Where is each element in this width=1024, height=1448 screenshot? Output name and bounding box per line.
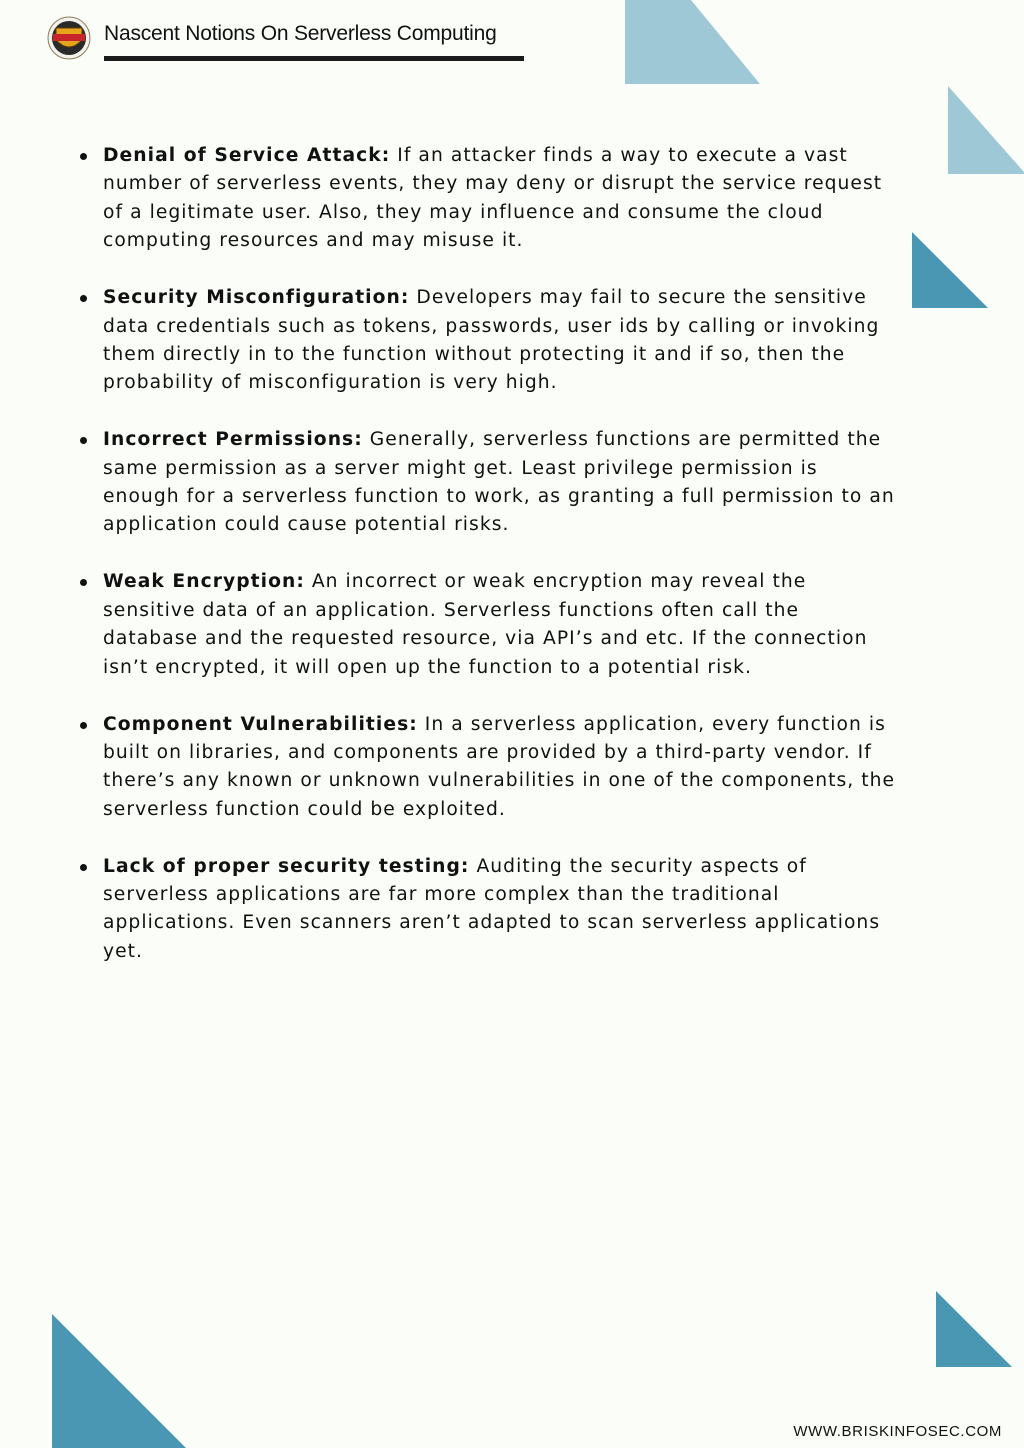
- item-term: Security Misconfiguration:: [103, 287, 410, 309]
- item-text: Generally, serverless functions are permitted the same permission as a server might get. Least privilege permission is enough for a serverless function to work, as granting a full permission to an application could cause potential risks.: [103, 429, 895, 536]
- decor-triangle-top-center: [625, 0, 760, 84]
- item-term: Denial of Service Attack:: [103, 145, 391, 166]
- bullet-icon: [80, 579, 87, 586]
- list-item: [80, 853, 900, 967]
- item-text: Developers may fail to secure the sensitive data credentials such as tokens, passwords, user ids by calling or invoking them directly in to the function without protecting it and if so, then the probability of misconfiguration is very high.: [103, 287, 880, 394]
- bullet-icon: [80, 153, 87, 160]
- list-item: [80, 142, 900, 256]
- item-term: Lack of proper security testing:: [103, 855, 470, 877]
- item-term: Weak Encryption:: [103, 571, 305, 593]
- decor-triangle-right-upper: [948, 86, 1024, 174]
- bullet-icon: [80, 295, 87, 302]
- item-text: An incorrect or weak encryption may reveal the sensitive data of an application. Serverless functions often call the database and the requested resource, via API’s and etc. If the connection isn’t encrypted, it will open up the function to a potential risk.: [103, 571, 868, 678]
- list-item: [80, 284, 900, 398]
- item-text: If an attacker finds a way to execute a vast number of serverless events, they may deny or disrupt the service request of a legitimate user. Also, they may influence and consume the cloud computing resources and may misuse it.: [103, 145, 883, 252]
- list-item: [80, 711, 900, 825]
- bullet-icon: [80, 437, 87, 444]
- footer-website-link[interactable]: WWW.BRISKINFOSEC.COM: [793, 1423, 1002, 1440]
- title-underline: [104, 56, 524, 61]
- page-title: Nascent Notions On Serverless Computing: [104, 22, 497, 45]
- risk-list: [80, 142, 900, 995]
- item-text: Auditing the security aspects of serverless applications are far more complex than the traditional applications. Even scanners aren’t adapted to scan serverless applications yet.: [103, 855, 881, 962]
- item-text: In a serverless application, every function is built on libraries, and components are provided by a third-party vendor. If there’s any known or unknown vulnerabilities in one of the components, the serverless function could be exploited.: [103, 713, 896, 820]
- brisk-infosec-logo: [47, 16, 91, 60]
- item-term: Component Vulnerabilities:: [103, 713, 418, 735]
- decor-triangle-right-middle: [912, 232, 988, 308]
- list-item: [80, 568, 900, 682]
- item-term: Incorrect Permissions:: [103, 429, 363, 451]
- bullet-icon: [80, 722, 87, 729]
- bullet-icon: [80, 864, 87, 871]
- decor-triangle-bottom-left: [52, 1314, 186, 1448]
- decor-triangle-bottom-right: [936, 1291, 1012, 1367]
- list-item: [80, 426, 900, 540]
